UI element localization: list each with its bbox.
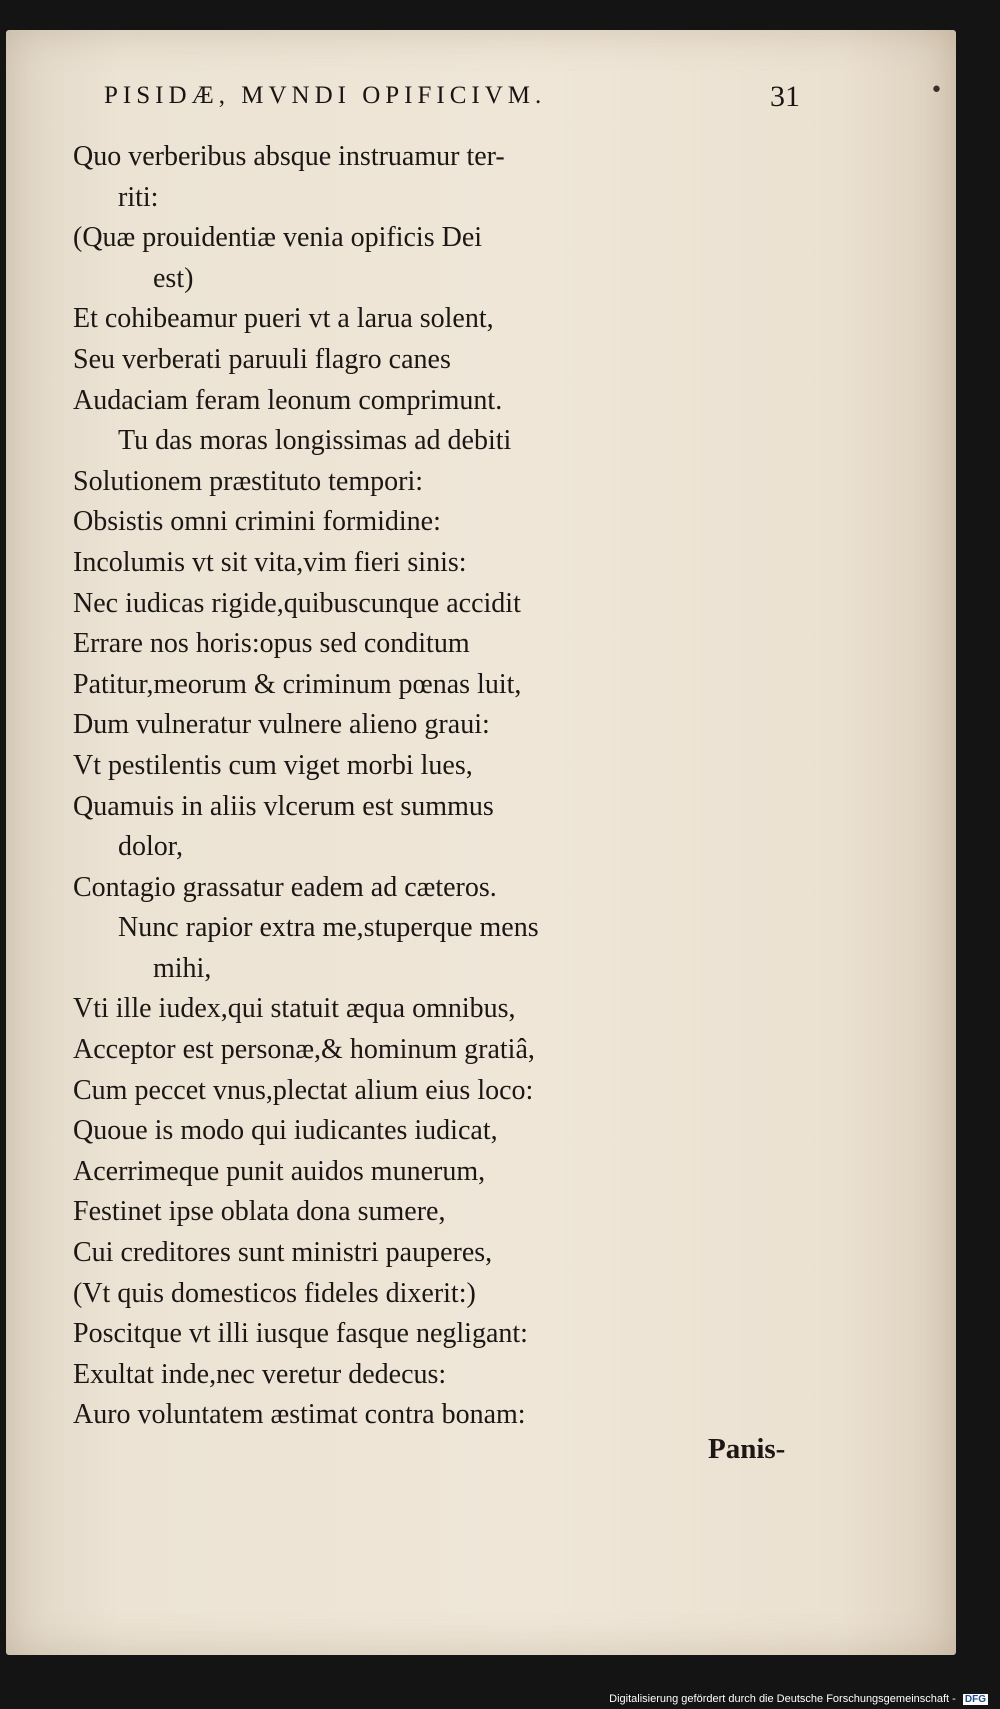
text-line: Acceptor est personæ,& hominum gratiâ,	[73, 1034, 535, 1066]
text-line: mihi,	[153, 952, 212, 984]
text-line: Errare nos horis:opus sed conditum	[73, 628, 470, 660]
text-line: Cui creditores sunt ministri pauperes,	[73, 1237, 493, 1269]
poem-text-block	[73, 137, 713, 1436]
text-line: est)	[153, 262, 194, 294]
text-line: Quo verberibus absque instruamur ter-	[73, 141, 505, 172]
text-line: Auro voluntatem æstimat contra bonam:	[73, 1399, 526, 1431]
text-line: (Vt quis domesticos fideles dixerit:)	[73, 1277, 476, 1309]
text-line: Dum vulneratur vulnere alieno graui:	[73, 709, 490, 741]
text-line: Festinet ipse oblata dona sumere,	[73, 1196, 446, 1228]
page-number: 31	[770, 80, 800, 113]
text-line: dolor,	[118, 831, 183, 863]
digitization-credit	[609, 1693, 988, 1705]
text-line: Et cohibeamur pueri vt a larua solent,	[73, 303, 494, 335]
text-line: Tu das moras longissimas ad debiti	[118, 425, 512, 457]
text-line: Contagio grassatur eadem ad cæteros.	[73, 871, 497, 903]
text-line: Patitur,meorum & criminum pœnas luit,	[73, 668, 522, 700]
dfg-logo: DFG	[964, 1694, 986, 1705]
text-line: Vt pestilentis cum viget morbi lues,	[73, 749, 473, 781]
catchword: Panis-	[708, 1433, 786, 1465]
text-line: Vti ille iudex,qui statuit æqua omnibus,	[73, 993, 516, 1025]
text-line: Cum peccet vnus,plectat alium eius loco:	[73, 1074, 534, 1106]
text-line: Exultat inde,nec veretur dedecus:	[73, 1358, 447, 1390]
text-line: Quoue is modo qui iudicantes iudicat,	[73, 1115, 498, 1147]
running-title: PISIDÆ, MVNDI OPIFICIVM.	[104, 82, 547, 109]
text-line: Poscitque vt illi iusque fasque negligant:	[73, 1318, 528, 1350]
text-line: Nec iudicas rigide,quibuscunque accidit	[73, 587, 521, 619]
text-line: riti:	[118, 181, 159, 213]
text-line: Seu verberati paruuli flagro canes	[73, 343, 451, 375]
text-line: Obsistis omni crimini formidine:	[73, 506, 441, 538]
text-line: Incolumis vt sit vita,vim fieri sinis:	[73, 546, 467, 578]
text-line: (Quæ prouidentiæ venia opificis Dei	[73, 222, 483, 254]
text-line: Audaciam feram leonum comprimunt.	[73, 384, 503, 416]
text-line: Acerrimeque punit auidos munerum,	[73, 1155, 486, 1187]
credit-text: Digitalisierung gefördert durch die Deutsche Forschungsgemeinschaft -	[609, 1693, 956, 1705]
corner-mark: •	[930, 78, 943, 103]
text-line: Quamuis in aliis vlcerum est summus	[73, 790, 494, 822]
text-line: Nunc rapior extra me,stuperque mens	[118, 912, 539, 944]
text-line: Solutionem præstituto tempori:	[73, 465, 423, 497]
